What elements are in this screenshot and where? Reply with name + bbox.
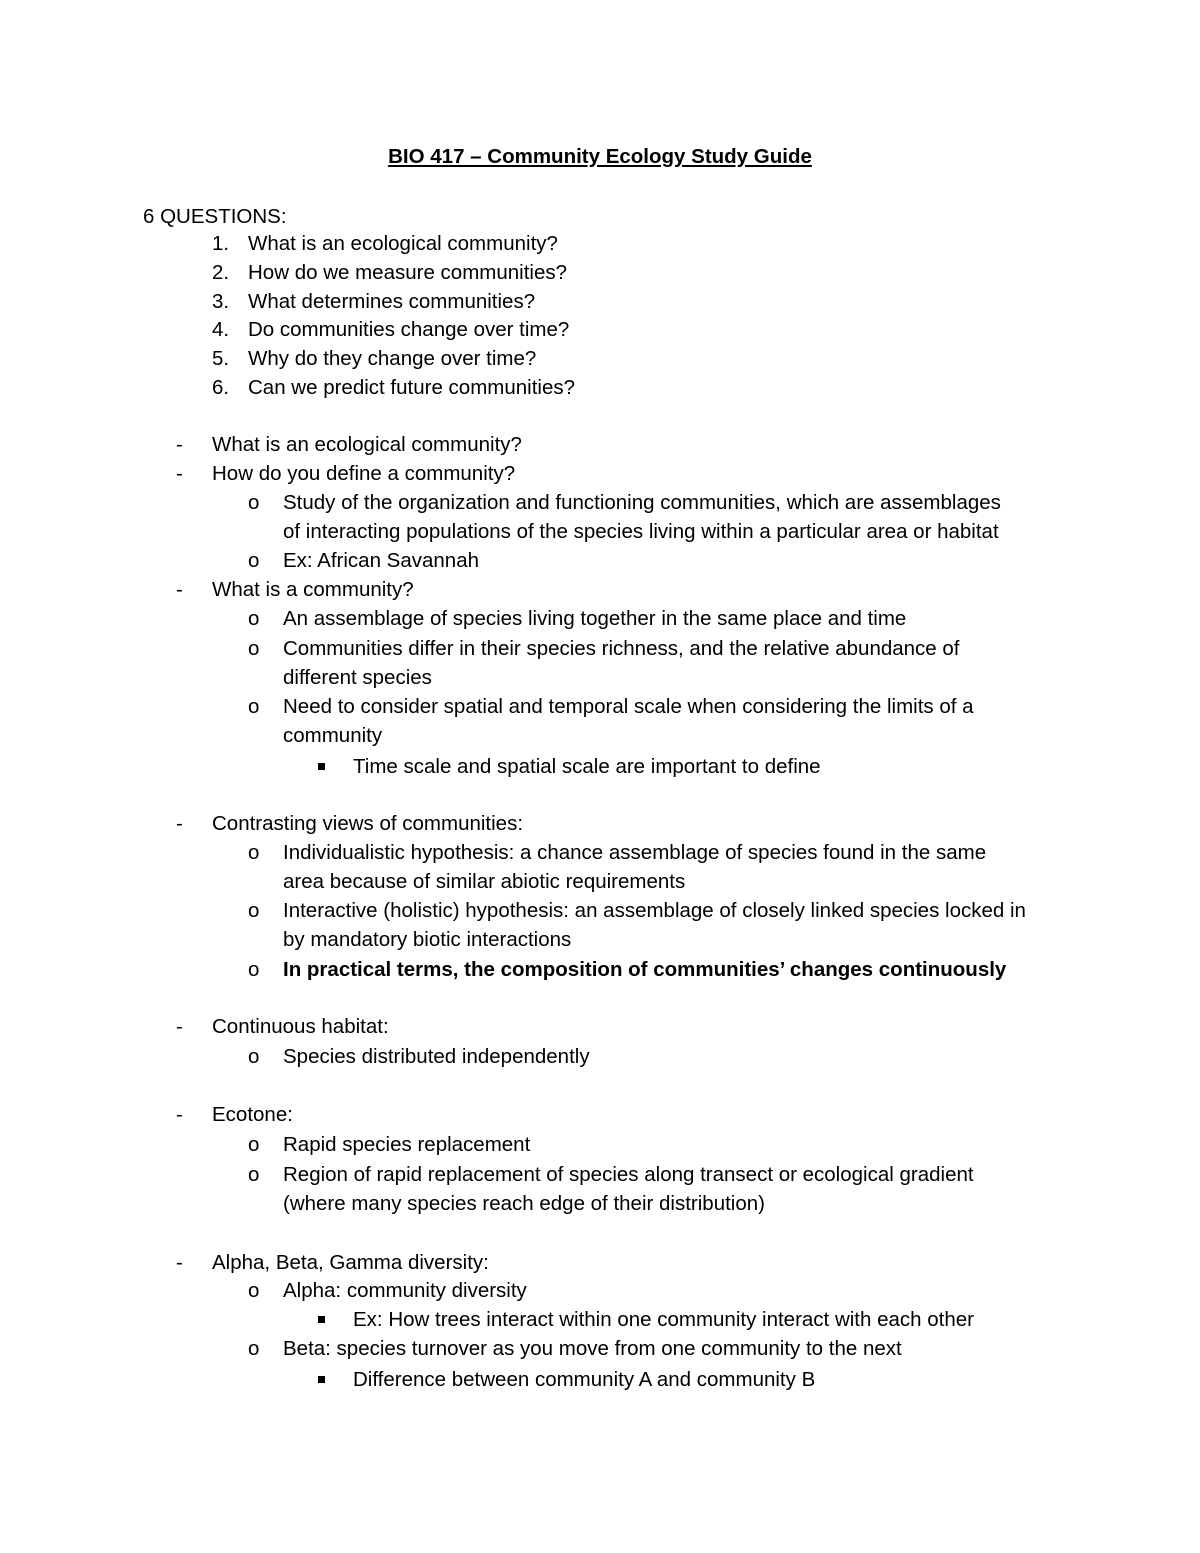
note-subitem-cont: community bbox=[283, 724, 383, 747]
note-subitem: Interactive (holistic) hypothesis: an assemblage of closely linked species locked in bbox=[283, 899, 1026, 922]
question-text: Do communities change over time? bbox=[248, 318, 570, 341]
note-subsubitem: Time scale and spatial scale are important to define bbox=[353, 755, 821, 778]
circle-bullet: o bbox=[248, 841, 260, 864]
note-subitem: Region of rapid replacement of species along transect or ecological gradient bbox=[283, 1163, 974, 1186]
dash-bullet: - bbox=[176, 433, 183, 456]
question-text: How do we measure communities? bbox=[248, 261, 568, 284]
note-subitem-cont: by mandatory biotic interactions bbox=[283, 928, 572, 951]
dash-bullet: - bbox=[176, 1251, 183, 1274]
dash-bullet: - bbox=[176, 1015, 183, 1038]
circle-bullet: o bbox=[248, 1133, 260, 1156]
circle-bullet: o bbox=[248, 491, 260, 514]
question-text: What determines communities? bbox=[248, 290, 536, 313]
note-subitem: Individualistic hypothesis: a chance assemblage of species found in the same bbox=[283, 841, 987, 864]
circle-bullet: o bbox=[248, 1045, 260, 1068]
circle-bullet: o bbox=[248, 607, 260, 630]
dash-bullet: - bbox=[176, 1103, 183, 1126]
circle-bullet: o bbox=[248, 1279, 260, 1302]
question-number: 4. bbox=[212, 318, 230, 341]
question-text: Can we predict future communities? bbox=[248, 376, 576, 399]
circle-bullet: o bbox=[248, 1337, 260, 1360]
note-subitem: Alpha: community diversity bbox=[283, 1279, 527, 1302]
note-item: What is a community? bbox=[212, 578, 414, 601]
note-item: What is an ecological community? bbox=[212, 433, 522, 456]
document-title: BIO 417 – Community Ecology Study Guide bbox=[388, 145, 812, 168]
question-text: What is an ecological community? bbox=[248, 232, 558, 255]
note-item: Alpha, Beta, Gamma diversity: bbox=[212, 1251, 489, 1274]
note-subitem-cont: area because of similar abiotic requirements bbox=[283, 870, 686, 893]
question-number: 3. bbox=[212, 290, 230, 313]
note-item: Contrasting views of communities: bbox=[212, 812, 524, 835]
note-item: Continuous habitat: bbox=[212, 1015, 389, 1038]
square-bullet bbox=[318, 1365, 325, 1394]
note-subsubitem: Difference between community A and community B bbox=[353, 1368, 816, 1391]
dash-bullet: - bbox=[176, 462, 183, 485]
circle-bullet: o bbox=[248, 549, 260, 572]
dash-bullet: - bbox=[176, 812, 183, 835]
question-number: 1. bbox=[212, 232, 230, 255]
note-item: Ecotone: bbox=[212, 1103, 293, 1126]
note-item: How do you define a community? bbox=[212, 462, 516, 485]
circle-bullet: o bbox=[248, 695, 260, 718]
circle-bullet: o bbox=[248, 637, 260, 660]
questions-header: 6 QUESTIONS: bbox=[143, 205, 287, 228]
question-number: 5. bbox=[212, 347, 230, 370]
note-subitem-cont: different species bbox=[283, 666, 432, 689]
circle-bullet: o bbox=[248, 1163, 260, 1186]
dash-bullet: - bbox=[176, 578, 183, 601]
note-subitem: Ex: African Savannah bbox=[283, 549, 480, 572]
square-bullet bbox=[318, 1305, 325, 1334]
note-subitem-bold: In practical terms, the composition of communities’ changes continuously bbox=[283, 958, 1007, 981]
note-subsubitem: Ex: How trees interact within one community interact with each other bbox=[353, 1308, 974, 1331]
note-subitem-cont: (where many species reach edge of their distribution) bbox=[283, 1192, 765, 1215]
note-subitem: Need to consider spatial and temporal scale when considering the limits of a bbox=[283, 695, 974, 718]
note-subitem: Rapid species replacement bbox=[283, 1133, 531, 1156]
question-number: 6. bbox=[212, 376, 230, 399]
note-subitem: An assemblage of species living together in the same place and time bbox=[283, 607, 907, 630]
circle-bullet: o bbox=[248, 958, 260, 981]
note-subitem: Beta: species turnover as you move from one community to the next bbox=[283, 1337, 902, 1360]
question-text: Why do they change over time? bbox=[248, 347, 537, 370]
square-bullet bbox=[318, 752, 325, 781]
note-subitem: Species distributed independently bbox=[283, 1045, 590, 1068]
note-subitem: Study of the organization and functioning communities, which are assemblages bbox=[283, 491, 1001, 514]
question-number: 2. bbox=[212, 261, 230, 284]
circle-bullet: o bbox=[248, 899, 260, 922]
note-subitem: Communities differ in their species richness, and the relative abundance of bbox=[283, 637, 960, 660]
note-subitem-cont: of interacting populations of the species living within a particular area or habitat bbox=[283, 520, 999, 543]
